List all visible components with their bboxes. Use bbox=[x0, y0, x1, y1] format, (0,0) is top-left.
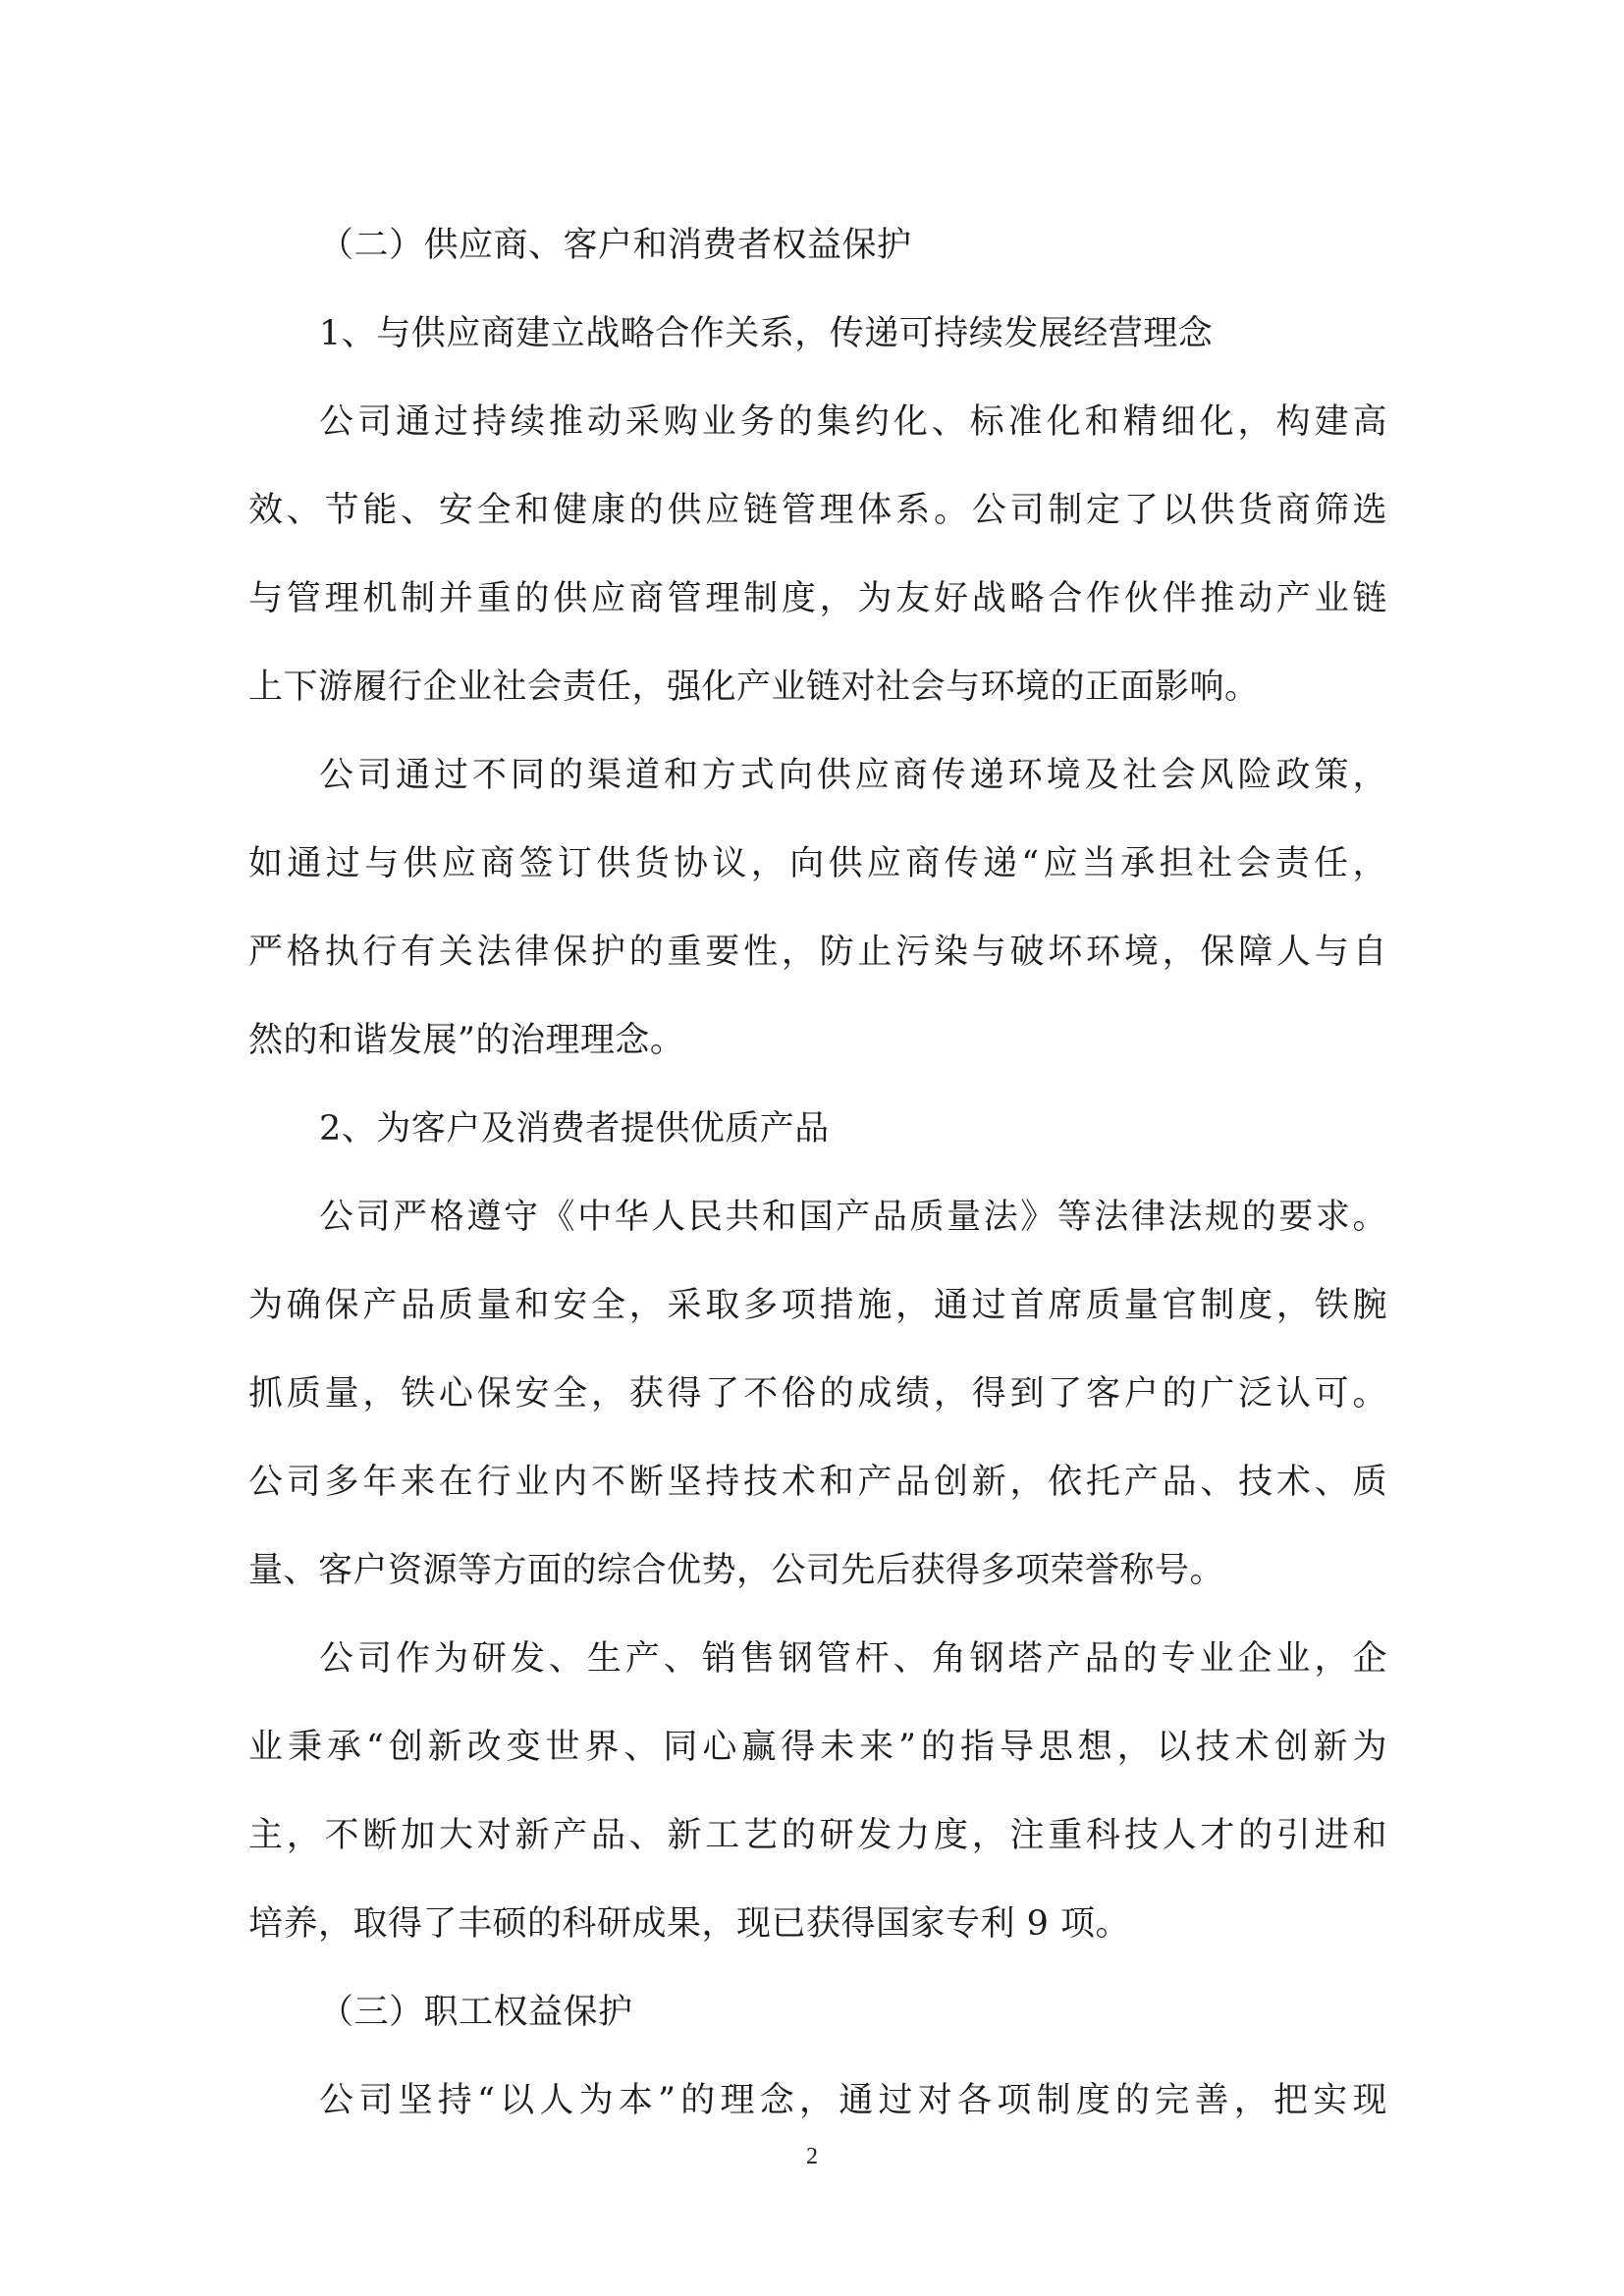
text-line: 为确保产品质量和安全，采取多项措施，通过首席质量官制度，铁腕 bbox=[248, 1286, 1387, 1325]
text-line: 公司严格遵守《中华人民共和国产品质量法》等法律法规的要求。 bbox=[319, 1198, 1387, 1237]
text-line: 严格执行有关法律保护的重要性，防止污染与破坏环境，保障人与自 bbox=[248, 933, 1387, 972]
text-line: 与管理机制并重的供应商管理制度，为友好战略合作伙伴推动产业链 bbox=[248, 579, 1387, 618]
text-line: 公司作为研发、生产、销售钢管杆、角钢塔产品的专业企业，企 bbox=[319, 1639, 1387, 1679]
text-line: 业秉承“创新改变世界、同心赢得未来”的指导思想，以技术创新为 bbox=[248, 1728, 1387, 1767]
text-line: （二）供应商、客户和消费者权益保护 bbox=[319, 226, 912, 265]
text-line: 培养，取得了丰硕的科研成果，现已获得国家专利 9 项。 bbox=[248, 1904, 1131, 1944]
text-line: 公司通过不同的渠道和方式向供应商传递环境及社会风险政策， bbox=[319, 756, 1387, 795]
text-line: 公司通过持续推动采购业务的集约化、标准化和精细化，构建高 bbox=[319, 402, 1387, 442]
text-line: 效、节能、安全和健康的供应链管理体系。公司制定了以供货商筛选 bbox=[248, 491, 1387, 530]
text-line: 公司多年来在行业内不断坚持技术和产品创新，依托产品、技术、质 bbox=[248, 1463, 1387, 1502]
text-line: 量、客户资源等方面的综合优势，公司先后获得多项荣誉称号。 bbox=[248, 1551, 1225, 1590]
document-body bbox=[248, 201, 1387, 2145]
text-line: （三）职工权益保护 bbox=[319, 1993, 633, 2032]
text-line: 1、与供应商建立战略合作关系，传递可持续发展经营理念 bbox=[319, 314, 1214, 353]
text-line: 抓质量，铁心保安全，获得了不俗的成绩，得到了客户的广泛认可。 bbox=[248, 1374, 1387, 1414]
text-line: 主，不断加大对新产品、新工艺的研发力度，注重科技人才的引进和 bbox=[248, 1816, 1387, 1855]
text-line: 2、为客户及消费者提供优质产品 bbox=[319, 1109, 830, 1148]
text-line: 如通过与供应商签订供货协议，向供应商传递“应当承担社会责任， bbox=[248, 844, 1387, 883]
text-line: 公司坚持“以人为本”的理念，通过对各项制度的完善，把实现 bbox=[319, 2081, 1387, 2120]
text-line: 上下游履行企业社会责任，强化产业链对社会与环境的正面影响。 bbox=[248, 667, 1260, 707]
page-number: 2 bbox=[806, 2144, 818, 2169]
text-line: 然的和谐发展”的治理理念。 bbox=[248, 1021, 685, 1060]
